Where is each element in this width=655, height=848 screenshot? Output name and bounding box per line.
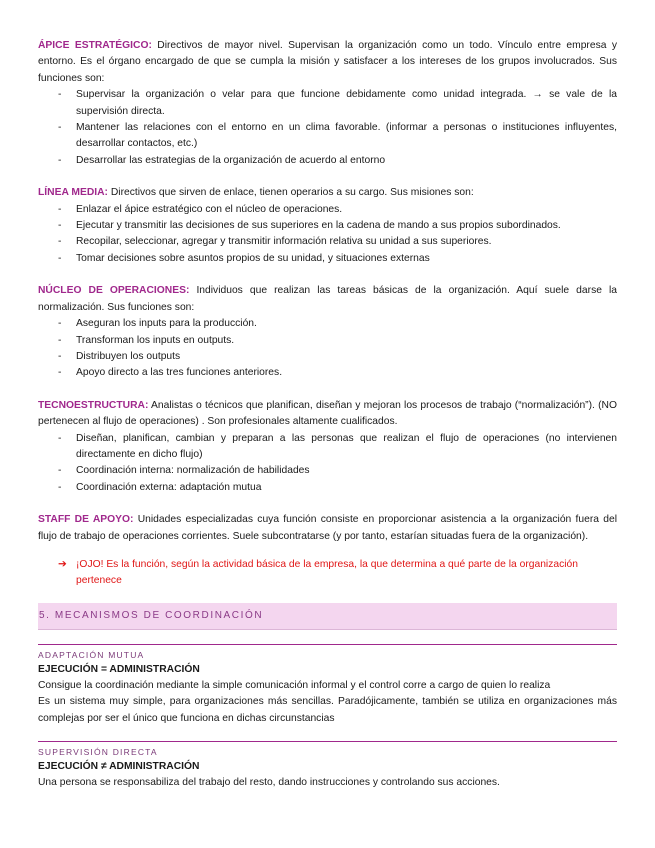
list-item: - Transforman los inputs en outputs. [38, 333, 617, 349]
list-item: - Recopilar, seleccionar, agregar y transmitir información relativa su unidad a sus superiores. [38, 234, 617, 250]
staff-paragraph [38, 512, 617, 545]
warning-note [38, 557, 617, 590]
tecno-paragraph [38, 398, 617, 431]
nucleo-list [38, 316, 617, 382]
staff-term: STAFF DE APOYO: [38, 514, 134, 526]
apice-term: ÁPICE ESTRATÉGICO: [38, 40, 152, 51]
adaptacion-paragraph-1: Consigue la coordinación mediante la simple comunicación informal y el control corre a cargo de quien lo realiza [38, 679, 551, 691]
linea-term: LÍNEA MEDIA: [38, 187, 108, 199]
list-item: - Supervisar la organización o velar para que funcione debidamente como unidad integrada. → se vale de la supervisión directa. [38, 87, 617, 120]
list-item: - Distribuyen los outputs [38, 349, 617, 365]
list-item: - Tomar decisiones sobre asuntos propios de su unidad, y situaciones externas [38, 251, 617, 267]
tecno-section [38, 398, 617, 496]
list-item: - Diseñan, planifican, cambian y preparan a las personas que realizan el flujo de operaciones (no intervienen directamente en dicho flujo) [38, 431, 617, 464]
apice-list [38, 87, 617, 169]
staff-section [38, 512, 617, 545]
apice-section [38, 38, 617, 169]
tecno-text: Analistas o técnicos que planifican, diseñan y mejoran los procesos de trabajo (“normalización”). (NO pertenecen al flujo de operaciones) . Son profesionales altamente cualificados. [38, 399, 617, 428]
section-heading: 5. MECANISMOS DE COORDINACIÓN [38, 603, 617, 630]
adaptacion-heading: ADAPTACIÓN MUTUA [38, 644, 617, 662]
document-page [38, 38, 617, 791]
apice-paragraph [38, 38, 617, 87]
linea-paragraph [38, 185, 617, 201]
staff-text: Unidades especializadas cuya función consiste en proporcionar asistencia a la organización fuera del flujo de trabajo de operaciones corrientes. Suele subcontratarse (y por tanto, estarían situadas fuera de la organización). [38, 514, 617, 542]
list-item: - Coordinación interna: normalización de habilidades [38, 463, 617, 479]
apice-text: Directivos de mayor nivel. Supervisan la organización como un todo. Vínculo entre empresa y entorno. Es el órgano encargado de que se cumpla la misión y satisfacer a los intereses de los grupos involucrados. Sus funciones son: [38, 40, 617, 84]
supervision-block [38, 741, 617, 791]
adaptacion-paragraph-2: Es un sistema muy simple, para organizaciones más sencillas. Paradójicamente, también se utiliza en organizaciones más complejas por ser el único que funciona en dichas circunstancias [38, 696, 617, 724]
linea-list [38, 202, 617, 268]
list-item: - Enlazar el ápice estratégico con el núcleo de operaciones. [38, 202, 617, 218]
supervision-subtitle: EJECUCIÓN ≠ ADMINISTRACIÓN [38, 761, 200, 772]
adaptacion-block [38, 644, 617, 727]
list-item: - Mantener las relaciones con el entorno en un clima favorable. (informar a personas o instituciones influyentes, desarrollar contactos, etc.) [38, 120, 617, 153]
tecno-term: TECNOESTRUCTURA: [38, 399, 149, 411]
nucleo-section [38, 283, 617, 381]
linea-text: Directivos que sirven de enlace, tienen operarios a su cargo. Sus misiones son: [107, 187, 474, 199]
nucleo-term: NÚCLEO DE OPERACIONES: [38, 285, 190, 297]
tecno-list [38, 431, 617, 497]
list-item: - Ejecutar y transmitir las decisiones de sus superiores en la cadena de mando a sus propios subordinados. [38, 218, 617, 234]
supervision-paragraph: Una persona se responsabiliza del trabajo del resto, dando instrucciones y controlando sus acciones. [38, 777, 500, 788]
adaptacion-subtitle: EJECUCIÓN = ADMINISTRACIÓN [38, 663, 200, 675]
list-item: - Aseguran los inputs para la producción. [38, 316, 617, 332]
linea-section [38, 185, 617, 267]
list-item: - Coordinación externa: adaptación mutua [38, 480, 617, 496]
nucleo-text: Individuos que realizan las tareas básicas de la organización. Aquí suele darse la normalización. Sus funciones son: [38, 285, 617, 313]
nucleo-paragraph [38, 283, 617, 316]
arrow-icon: ➔ [58, 558, 67, 570]
list-item: - Apoyo directo a las tres funciones anteriores. [38, 365, 617, 381]
supervision-heading: SUPERVISIÓN DIRECTA [38, 741, 617, 759]
list-item: - Desarrollar las estrategias de la organización de acuerdo al entorno [38, 153, 617, 169]
warning-text: ¡OJO! Es la función, según la actividad básica de la empresa, la que determina a qué parte de la organización pertenece [76, 558, 578, 587]
